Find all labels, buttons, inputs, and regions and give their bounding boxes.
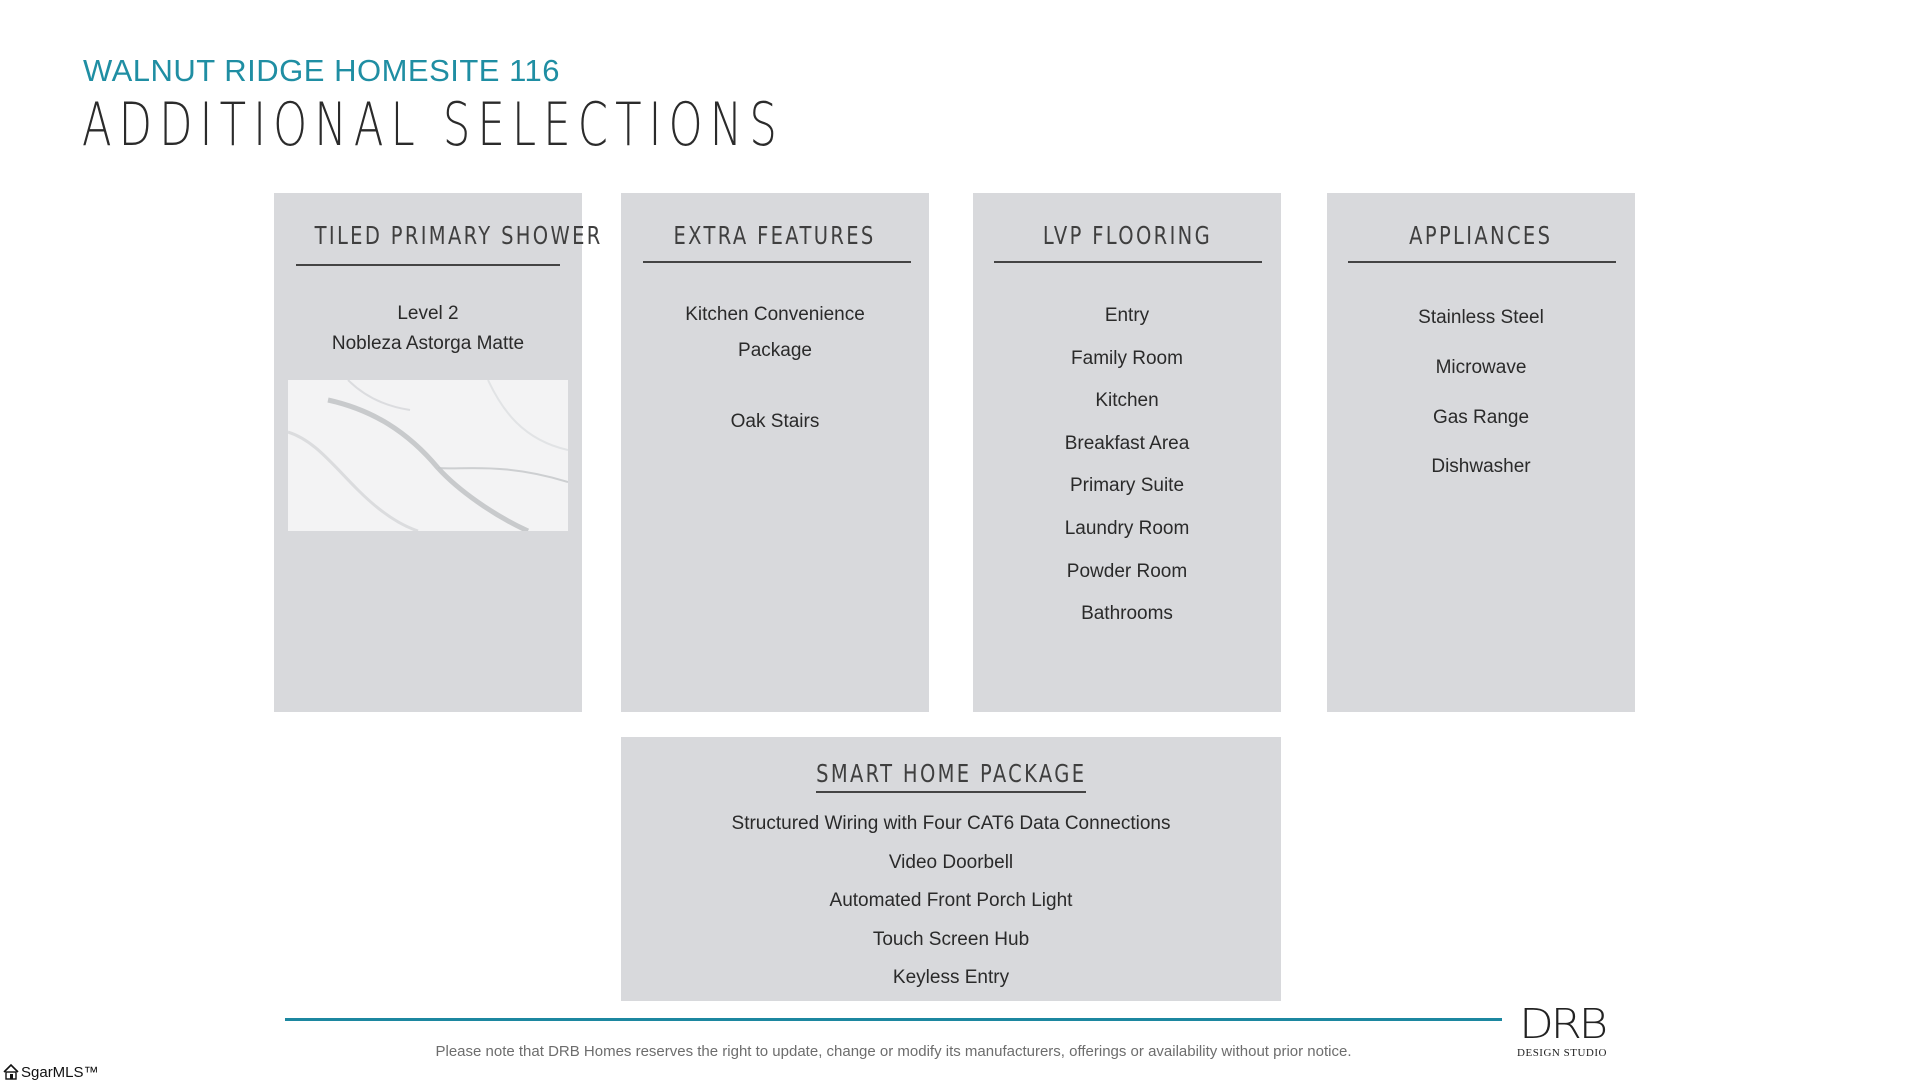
house-icon (2, 1063, 20, 1081)
card-title: TILED PRIMARY SHOWER (314, 221, 603, 250)
list-item: Keyless Entry (892, 967, 1010, 989)
card-smart-home-package (621, 737, 1281, 1001)
card-item-list (274, 299, 582, 359)
list-item: Entry (1104, 305, 1150, 326)
card-extra-features (621, 193, 929, 712)
footer-divider (285, 1018, 1502, 1021)
card-lvp-flooring (973, 193, 1281, 712)
disclaimer-text: Please note that DRB Homes reserves the right to update, change or modify its manufacturers, offerings or availability without prior notice. (435, 1043, 1352, 1060)
card-title: LVP FLOORING (1042, 221, 1212, 250)
list-item: Touch Screen Hub (872, 928, 1030, 950)
logo-mark: DRB (1519, 1000, 1605, 1048)
list-item: Structured Wiring with Four CAT6 Data Connections (731, 813, 1171, 834)
list-item: Bathrooms (1081, 603, 1173, 625)
list-item: Family Room (1071, 347, 1183, 369)
homesite-subtitle: WALNUT RIDGE HOMESITE 116 (83, 53, 561, 88)
card-title: EXTRA FEATURES (673, 221, 877, 250)
drb-design-studio-logo (1512, 1000, 1612, 1059)
list-item: Stainless Steel (1418, 307, 1544, 328)
list-item: Dishwasher (1431, 456, 1531, 478)
list-item: Automated Front Porch Light (829, 890, 1073, 912)
list-item: Nobleza Astorga Matte (331, 333, 525, 354)
list-item: Powder Room (1066, 560, 1188, 582)
page-title: ADDITIONAL SELECTIONS (82, 90, 784, 160)
card-divider (643, 261, 911, 263)
card-divider (296, 264, 560, 266)
card-item-list (1327, 293, 1635, 492)
card-item-list (973, 295, 1281, 636)
card-title: APPLIANCES (1409, 221, 1553, 250)
card-divider (1348, 261, 1616, 263)
card-divider (994, 261, 1262, 263)
list-item: Microwave (1435, 356, 1527, 378)
card-divider (816, 791, 1086, 793)
logo-subtitle: DESIGN STUDIO (1517, 1047, 1607, 1059)
list-item: Level 2 (397, 303, 459, 324)
card-item-list (621, 297, 929, 440)
list-item: Kitchen Convenience (685, 304, 865, 325)
list-item: Laundry Room (1064, 517, 1190, 539)
list-item: Kitchen (1095, 390, 1159, 412)
list-item: Gas Range (1432, 406, 1530, 428)
card-appliances (1327, 193, 1635, 712)
card-tiled-primary-shower (274, 193, 603, 712)
card-item-list (621, 805, 1281, 998)
list-item: Package (738, 340, 812, 361)
marble-tile-swatch (288, 380, 568, 531)
list-item: Primary Suite (1069, 475, 1185, 497)
mls-badge-text: SgarMLS™ (21, 1063, 99, 1081)
card-title: SMART HOME PACKAGE (815, 759, 1087, 788)
list-item: Video Doorbell (888, 851, 1014, 873)
mls-watermark (2, 1063, 99, 1081)
list-item: Breakfast Area (1064, 432, 1190, 454)
list-item: Oak Stairs (730, 411, 820, 432)
